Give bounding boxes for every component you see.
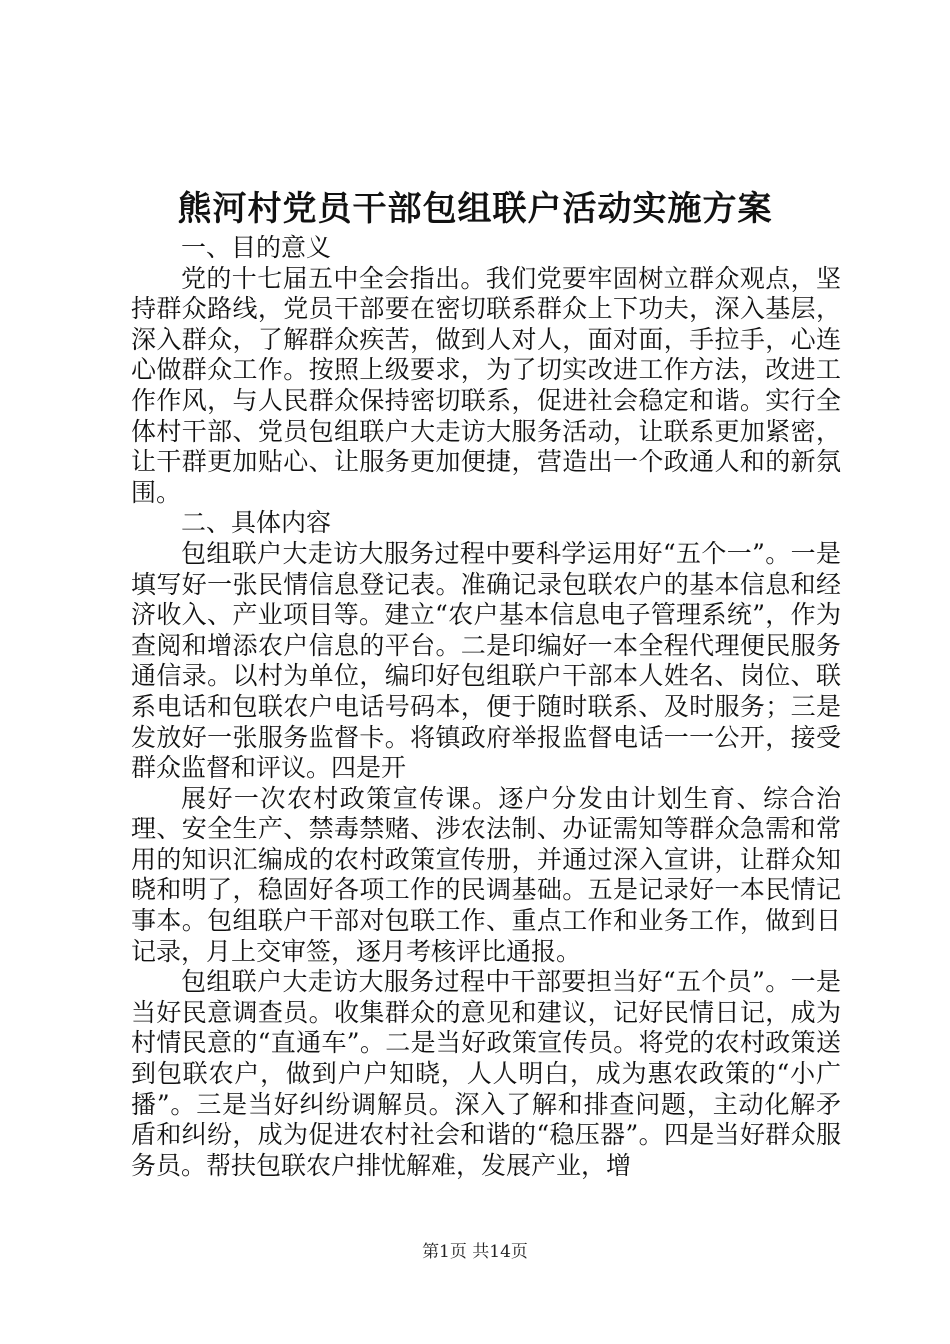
paragraph-purpose: 党的十七届五中全会指出。我们党要牢固树立群众观点，坚持群众路线，党员干部要在密切联系群众上下功夫，深入基层，深入群众，了解群众疾苦，做到人对人，面对面，手拉手，心连心做群众工作。按照上级要求，为了切实改进工作方法，改进工作作风，与人民群众保持密切联系，促进社会稳定和谐。实行全体村干部、党员包组联户大走访大服务活动，让联系更加紧密，让干群更加贴心、让服务更加便捷，营造出一个政通人和的新氛围。 — [131, 263, 841, 507]
section-heading-content: 二、具体内容 — [181, 508, 332, 538]
document-body — [131, 233, 841, 1181]
document-title: 熊河村党员干部包组联户活动实施方案 — [177, 189, 773, 229]
paragraph-five-ones: 包组联户大走访大服务过程中要科学运用好“五个一”。一是填写好一张民情信息登记表。准确记录包联农户的基本信息和经济收入、产业项目等。建立“农户基本信息电子管理系统”，作为查阅和增添农户信息的平台。二是印编好一本全程代理便民服务通信录。以村为单位，编印好包组联户干部本人姓名、岗位、联系电话和包联农户电话号码本，便于随时联系、及时服务；三是发放好一张服务监督卡。将镇政府举报监督电话一一公开，接受群众监督和评议。四是开 — [131, 538, 841, 783]
paragraph-policy-class: 展好一次农村政策宣传课。逐户分发由计划生育、综合治理、安全生产、禁毒禁赌、涉农法制、办证需知等群众急需和常用的知识汇编成的农村政策宣传册，并通过深入宣讲，让群众知晓和明了，稳固好各项工作的民调基础。五是记录好一本民情记事本。包组联户干部对包联工作、重点工作和业务工作，做到日记录，月上交审签，逐月考核评比通报。 — [131, 783, 841, 966]
paragraph-five-roles: 包组联户大走访大服务过程中干部要担当好“五个员”。一是当好民意调查员。收集群众的意见和建议，记好民情日记，成为村情民意的“直通车”。二是当好政策宣传员。将党的农村政策送到包联农户，做到户户知晓，人人明白，成为惠农政策的“小广播”。三是当好纠纷调解员。深入了解和排查问题，主动化解矛盾和纠纷，成为促进农村社会和谐的“稳压器”。四是当好群众服务员。帮扶包联农户排忧解难，发展产业，增 — [131, 967, 841, 1180]
page-number-footer: 第1页 共14页 — [422, 1242, 528, 1262]
section-heading-purpose: 一、目的意义 — [181, 233, 332, 262]
